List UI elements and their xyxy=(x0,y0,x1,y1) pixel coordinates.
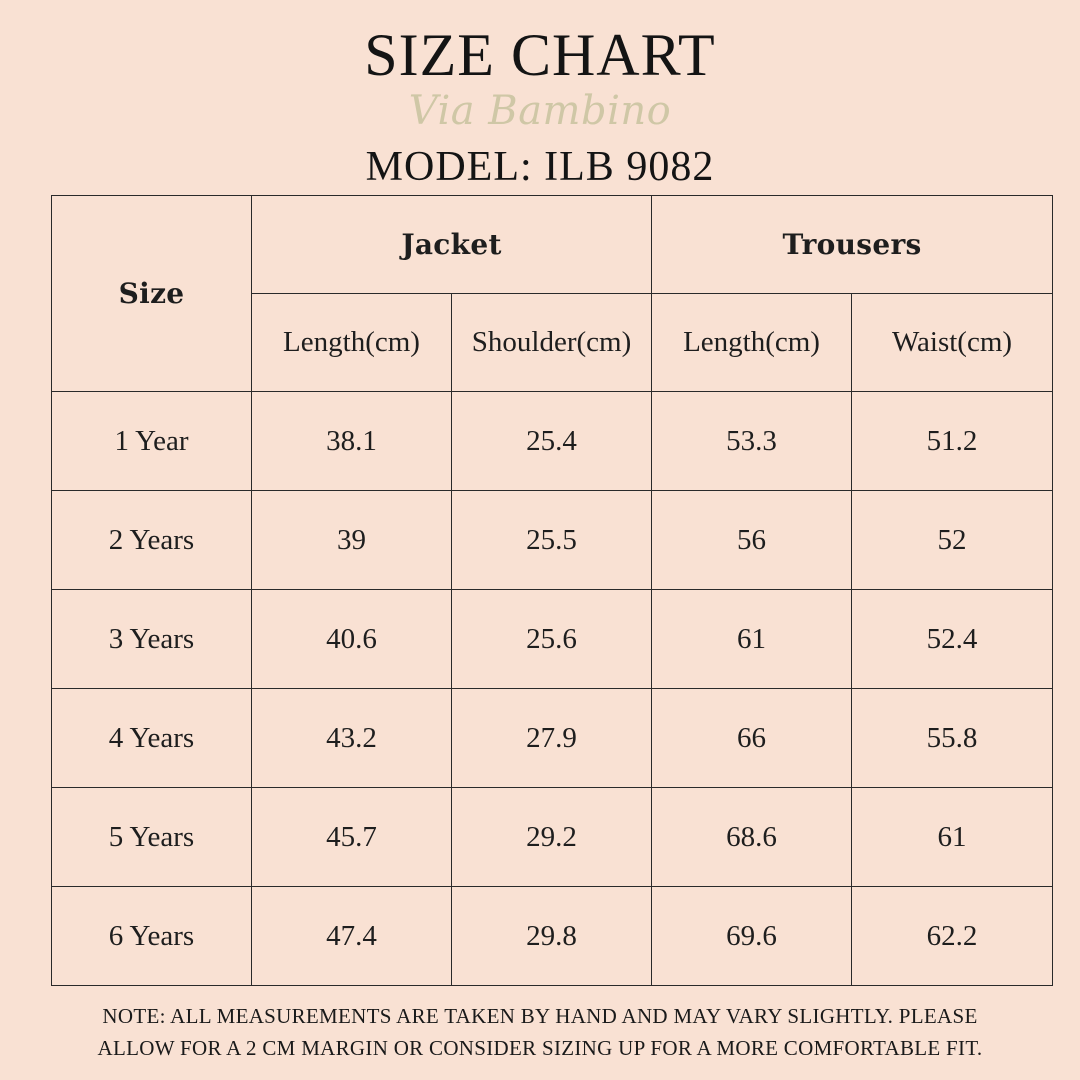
table-row xyxy=(52,887,1053,986)
jacket-length-cell: 43.2 xyxy=(252,689,452,788)
trousers-waist-cell: 61 xyxy=(852,788,1053,887)
measurement-note xyxy=(0,1000,1080,1064)
trousers-length-cell: 69.6 xyxy=(652,887,852,986)
trousers-waist-header: Waist(cm) xyxy=(852,294,1053,392)
trousers-waist-cell: 52.4 xyxy=(852,590,1053,689)
trousers-length-cell: 53.3 xyxy=(652,392,852,491)
trousers-length-cell: 66 xyxy=(652,689,852,788)
trousers-group-header: Trousers xyxy=(652,196,1053,294)
size-column-header: Size xyxy=(52,196,252,392)
jacket-shoulder-cell: 27.9 xyxy=(452,689,652,788)
table-header-row xyxy=(52,196,1053,294)
jacket-shoulder-cell: 25.6 xyxy=(452,590,652,689)
table-row xyxy=(52,491,1053,590)
size-cell: 6 Years xyxy=(52,887,252,986)
brand-logo: Via Bambino xyxy=(408,88,672,134)
size-cell: 4 Years xyxy=(52,689,252,788)
trousers-length-cell: 56 xyxy=(652,491,852,590)
jacket-length-cell: 47.4 xyxy=(252,887,452,986)
size-chart-table xyxy=(51,195,1053,986)
jacket-shoulder-header: Shoulder(cm) xyxy=(452,294,652,392)
trousers-waist-cell: 52 xyxy=(852,491,1053,590)
model-number: MODEL: ILB 9082 xyxy=(365,144,715,190)
trousers-length-cell: 61 xyxy=(652,590,852,689)
jacket-length-cell: 38.1 xyxy=(252,392,452,491)
jacket-group-header: Jacket xyxy=(252,196,652,294)
note-line-2: ALLOW FOR A 2 CM MARGIN OR CONSIDER SIZING UP FOR A MORE COMFORTABLE FIT. xyxy=(97,1036,983,1060)
size-cell: 3 Years xyxy=(52,590,252,689)
note-line-1: NOTE: ALL MEASUREMENTS ARE TAKEN BY HAND AND MAY VARY SLIGHTLY. PLEASE xyxy=(102,1004,978,1028)
jacket-shoulder-cell: 29.2 xyxy=(452,788,652,887)
jacket-length-header: Length(cm) xyxy=(252,294,452,392)
trousers-waist-cell: 51.2 xyxy=(852,392,1053,491)
table-row xyxy=(52,590,1053,689)
size-cell: 5 Years xyxy=(52,788,252,887)
jacket-length-cell: 45.7 xyxy=(252,788,452,887)
size-cell: 2 Years xyxy=(52,491,252,590)
table-row xyxy=(52,392,1053,491)
page-title: SIZE CHART xyxy=(364,22,716,88)
jacket-length-cell: 40.6 xyxy=(252,590,452,689)
jacket-shoulder-cell: 29.8 xyxy=(452,887,652,986)
trousers-length-header: Length(cm) xyxy=(652,294,852,392)
trousers-waist-cell: 62.2 xyxy=(852,887,1053,986)
table-row xyxy=(52,788,1053,887)
jacket-shoulder-cell: 25.4 xyxy=(452,392,652,491)
size-cell: 1 Year xyxy=(52,392,252,491)
trousers-waist-cell: 55.8 xyxy=(852,689,1053,788)
trousers-length-cell: 68.6 xyxy=(652,788,852,887)
jacket-length-cell: 39 xyxy=(252,491,452,590)
table-row xyxy=(52,689,1053,788)
jacket-shoulder-cell: 25.5 xyxy=(452,491,652,590)
